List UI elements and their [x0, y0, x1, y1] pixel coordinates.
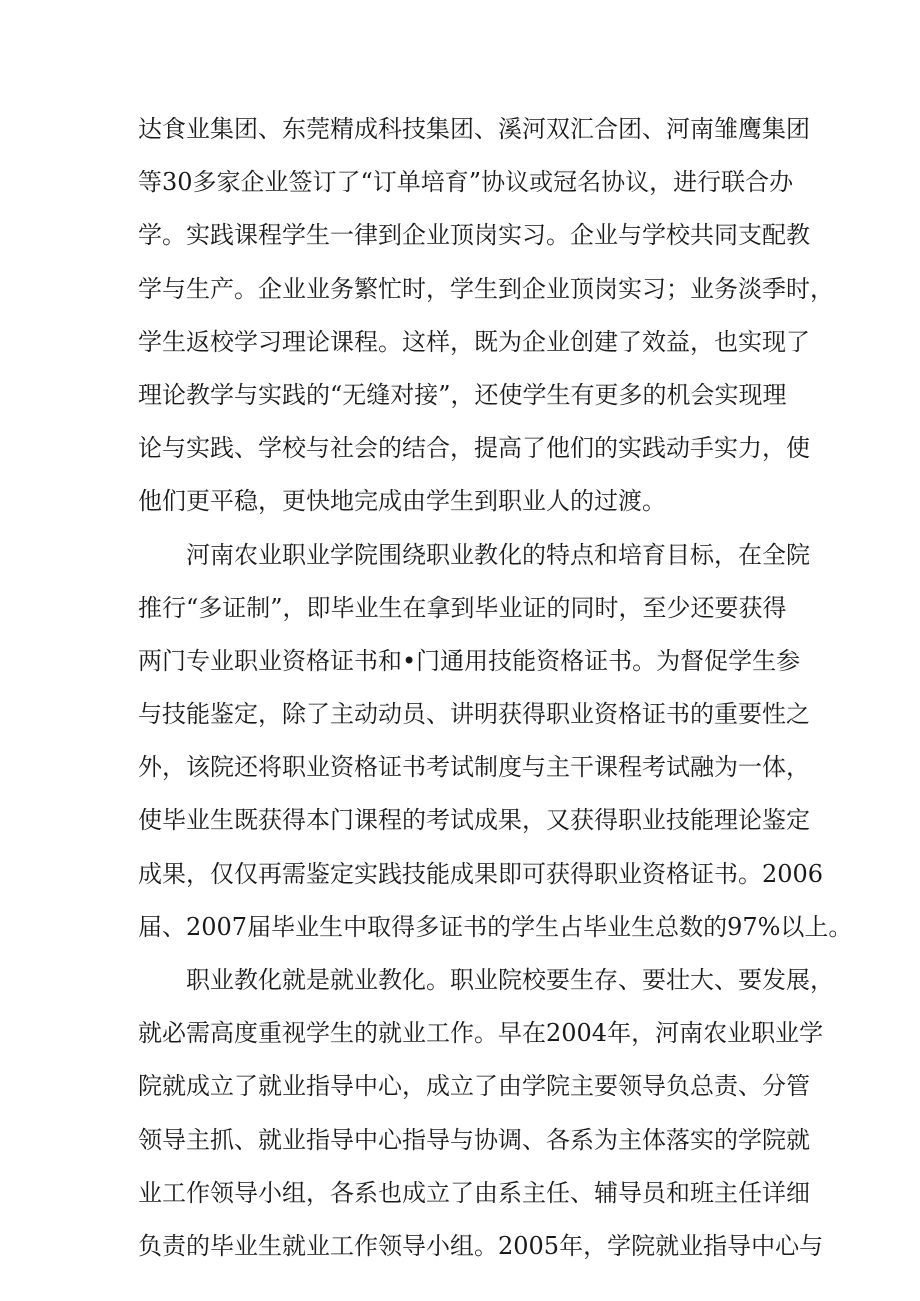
paragraph-3-line-6: 负责的毕业生就业工作领导小组。2005年，学院就业指导中心与: [138, 1231, 824, 1260]
paragraph-1-line-6: 理论教学与实践的“无缝对接”，还使学生有更多的机会实现理: [138, 380, 787, 409]
paragraph-3-line-3: 院就成立了就业指导中心，成立了由学院主要领导负总责、分管: [138, 1072, 810, 1101]
paragraph-1-line-2: 等30多家企业签订了“订单培育”协议或冠名协议，进行联合办: [138, 168, 794, 197]
paragraph-3-line-5: 业工作领导小组，各系也成立了由系主任、辅导员和班主任详细: [138, 1178, 810, 1207]
paragraph-3-line-2: 就必需高度重视学生的就业工作。早在2004年，河南农业职业学: [138, 1019, 824, 1048]
paragraph-2-line-3: 两门专业职业资格证书和•门通用技能资格证书。为督促学生参: [138, 646, 801, 675]
paragraph-2-line-4: 与技能鉴定，除了主动动员、讲明获得职业资格证书的重要性之: [138, 700, 810, 729]
paragraph-2-line-7: 成果，仅仅再需鉴定实践技能成果即可获得职业资格证书。2006: [138, 859, 824, 888]
paragraph-2-line-2: 推行“多证制”，即毕业生在拿到毕业证的同时，至少还要获得: [138, 593, 787, 622]
paragraph-1-line-1: 达食业集团、东莞精成科技集团、溪河双汇合团、河南雏鹰集团: [138, 115, 810, 143]
paragraph-2-line-5: 外，该院还将职业资格证书考试制度与主干课程考试融为一体，: [138, 753, 810, 782]
paragraph-1-line-4: 学与生产。企业业务繁忙时，学生到企业顶岗实习；业务淡季时，: [138, 274, 834, 303]
paragraph-2-line-6: 使毕业生既获得本门课程的考试成果，又获得职业技能理论鉴定: [138, 806, 810, 835]
paragraph-1-line-3: 学。实践课程学生一律到企业顶岗实习。企业与学校共同支配教: [138, 221, 810, 250]
paragraph-3-line-1: 职业教化就是就业教化。职业院校要生存、要壮大、要发展，: [186, 966, 834, 994]
paragraph-2-line-1: 河南农业职业学院围绕职业教化的特点和培育目标，在全院: [186, 540, 810, 569]
paragraph-3-line-4: 领导主抓、就业指导中心指导与协调、各系为主体落实的学院就: [138, 1125, 810, 1154]
paragraph-2-line-8: 届、2007届毕业生中取得多证书的学生占毕业生总数的97%以上。: [138, 912, 853, 941]
paragraph-1-line-7: 论与实践、学校与社会的结合，提高了他们的实践动手实力，使: [138, 434, 810, 463]
paragraph-1-line-5: 学生返校学习理论课程。这样，既为企业创建了效益，也实现了: [138, 327, 810, 356]
paragraph-1-line-8: 他们更平稳，更快地完成由学生到职业人的过渡。: [138, 487, 666, 516]
body-text: [138, 103, 853, 1273]
